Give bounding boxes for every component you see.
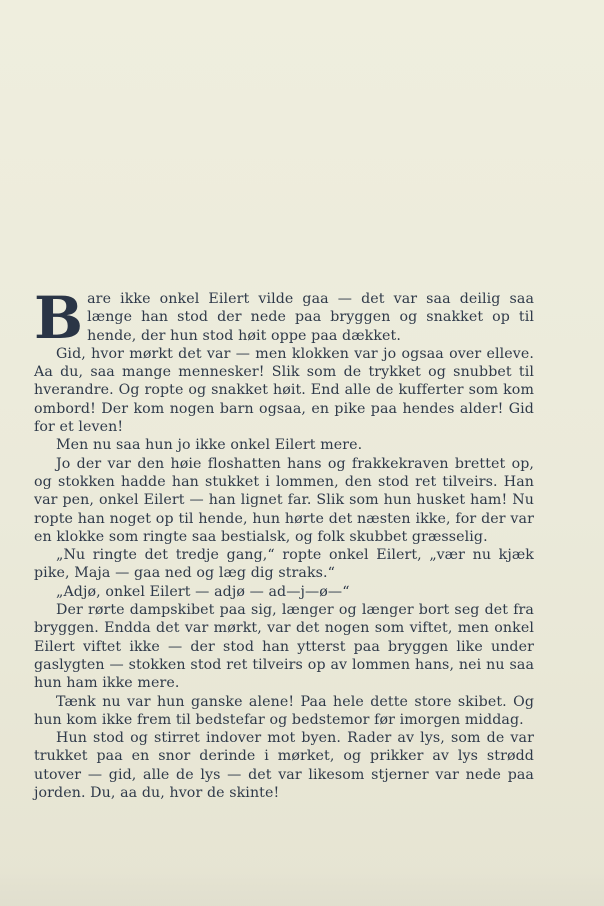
paragraph-5: „Nu ringte det tredje gang,“ ropte onkel Eilert, „vær nu kjæk pike, Maja — gaa ned og læg dig straks.“: [34, 547, 534, 582]
drop-cap: B: [34, 284, 84, 352]
paragraph-4: Jo der var den høie floshatten hans og frakkekraven brettet op, og stokken hadde han stukket i lommen, den stod ret tilveirs. Han var pen, onkel Eilert — han lignet far. Slik som hun husket ham! Nu ropte han noget op til hende, hun hørte det næsten ikke, for der var en klokke som ringte saa bestialsk, og folk skubbet græsselig.: [34, 455, 534, 545]
paragraph-1: [34, 284, 534, 352]
page-bottom-shade: [0, 866, 604, 906]
paragraph-3: Men nu saa hun jo ikke onkel Eilert mere.: [56, 437, 363, 454]
paragraph-1-text: are ikke onkel Eilert vilde gaa — det var saa deilig saa længe han stod der nede paa bryggen og snakket op til hende, der hun stod høit oppe paa dækket.: [87, 291, 534, 344]
paragraph-7: Der rørte dampskibet paa sig, længer og længer bort seg det fra bryggen. Endda det var mørkt, var det nogen som viftet, men onkel Eilert viftet ikke — der stod han ytterst paa bryggen like under gaslygten — stokken stod ret tilveirs op av lommen hans, nei nu saa hun ham ikke mere.: [34, 602, 534, 692]
paragraph-6: „Adjø, onkel Eilert — adjø — ad—j—ø—“: [56, 583, 350, 600]
body-text: [34, 284, 534, 802]
paragraph-2: Gid, hvor mørkt det var — men klokken var jo ogsaa over elleve. Aa du, saa mange mennesker! Slik som de trykket og snubbet til hverandre. Og ropte og snakket høit. End alle de kufferter som kom ombord! Der kom nogen barn ogsaa, en pike paa hendes alder! Gid for et leven!: [34, 345, 534, 436]
paragraph-8: Tænk nu var hun ganske alene! Paa hele dette store skibet. Og hun kom ikke frem til bedstefar og bedstemor før imorgen middag.: [34, 693, 534, 728]
paragraph-9: Hun stod og stirret indover mot byen. Rader av lys, som de var trukket paa en snor derinde i mørket, og prikker av lys strødd utover — gid, alle de lys — det var likesom stjerner var nede paa jorden. Du, aa du, hvor de skinte!: [34, 730, 534, 802]
